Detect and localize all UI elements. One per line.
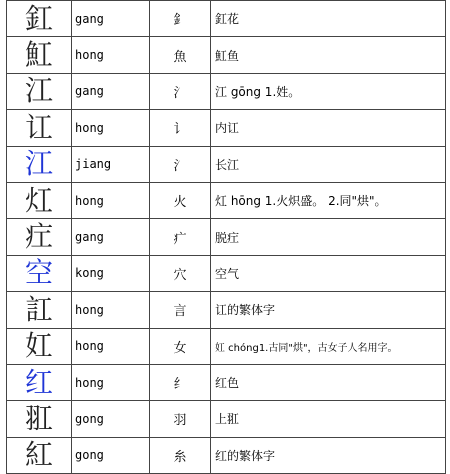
table-row [7, 292, 446, 328]
table-row [7, 328, 446, 364]
radical-cell: 纟 [150, 364, 211, 400]
character-cell: 釭 [7, 1, 72, 37]
pinyin-cell: hong [72, 364, 150, 400]
character-cell: 空 [7, 255, 72, 291]
pinyin-cell: hong [72, 182, 150, 218]
note-cell: 妅 chóng1.古同"烘"，古女子人名用字。 [211, 328, 446, 364]
character-cell: 魟 [7, 37, 72, 73]
radical-cell: 氵 [150, 73, 211, 109]
table-row [7, 146, 446, 182]
table-row [7, 401, 446, 437]
note-cell: 上羾 [211, 401, 446, 437]
note-cell: 空气 [211, 255, 446, 291]
pinyin-cell: hong [72, 328, 150, 364]
pinyin-cell: hong [72, 110, 150, 146]
radical-cell: 疒 [150, 219, 211, 255]
character-cell: 羾 [7, 401, 72, 437]
radical-cell: 魚 [150, 37, 211, 73]
pinyin-cell: kong [72, 255, 150, 291]
radical-cell: 火 [150, 182, 211, 218]
note-cell: 灴 hōng 1.火炽盛。 2.同"烘"。 [211, 182, 446, 218]
table-row [7, 364, 446, 400]
note-cell: 魟鱼 [211, 37, 446, 73]
note-cell: 江 gōng 1.姓。 [211, 73, 446, 109]
character-table [6, 0, 446, 474]
note-cell: 釭花 [211, 1, 446, 37]
table-frame [6, 0, 446, 472]
table-row [7, 182, 446, 218]
radical-cell: 糸 [150, 437, 211, 473]
table-row [7, 73, 446, 109]
character-cell: 江 [7, 146, 72, 182]
radical-cell: 言 [150, 292, 211, 328]
character-cell: 灴 [7, 182, 72, 218]
character-table-body [7, 1, 446, 474]
character-cell: 紅 [7, 437, 72, 473]
character-cell: 妅 [7, 328, 72, 364]
note-cell: 红色 [211, 364, 446, 400]
character-cell: 訌 [7, 292, 72, 328]
pinyin-cell: gong [72, 401, 150, 437]
table-row [7, 1, 446, 37]
note-cell: 讧的繁体字 [211, 292, 446, 328]
pinyin-cell: gang [72, 1, 150, 37]
pinyin-cell: gong [72, 437, 150, 473]
character-cell: 讧 [7, 110, 72, 146]
table-row [7, 255, 446, 291]
note-cell: 脱疘 [211, 219, 446, 255]
pinyin-cell: gang [72, 219, 150, 255]
radical-cell: 讠 [150, 110, 211, 146]
character-cell: 江 [7, 73, 72, 109]
character-cell: 红 [7, 364, 72, 400]
table-row [7, 437, 446, 473]
note-cell: 红的繁体字 [211, 437, 446, 473]
table-row [7, 37, 446, 73]
note-cell: 长江 [211, 146, 446, 182]
character-cell: 疘 [7, 219, 72, 255]
pinyin-cell: hong [72, 292, 150, 328]
pinyin-cell: hong [72, 37, 150, 73]
table-row [7, 219, 446, 255]
radical-cell: 穴 [150, 255, 211, 291]
radical-cell: 女 [150, 328, 211, 364]
radical-cell: 氵 [150, 146, 211, 182]
pinyin-cell: gang [72, 73, 150, 109]
radical-cell: 釒 [150, 1, 211, 37]
radical-cell: 羽 [150, 401, 211, 437]
table-row [7, 110, 446, 146]
pinyin-cell: jiang [72, 146, 150, 182]
note-cell: 内讧 [211, 110, 446, 146]
